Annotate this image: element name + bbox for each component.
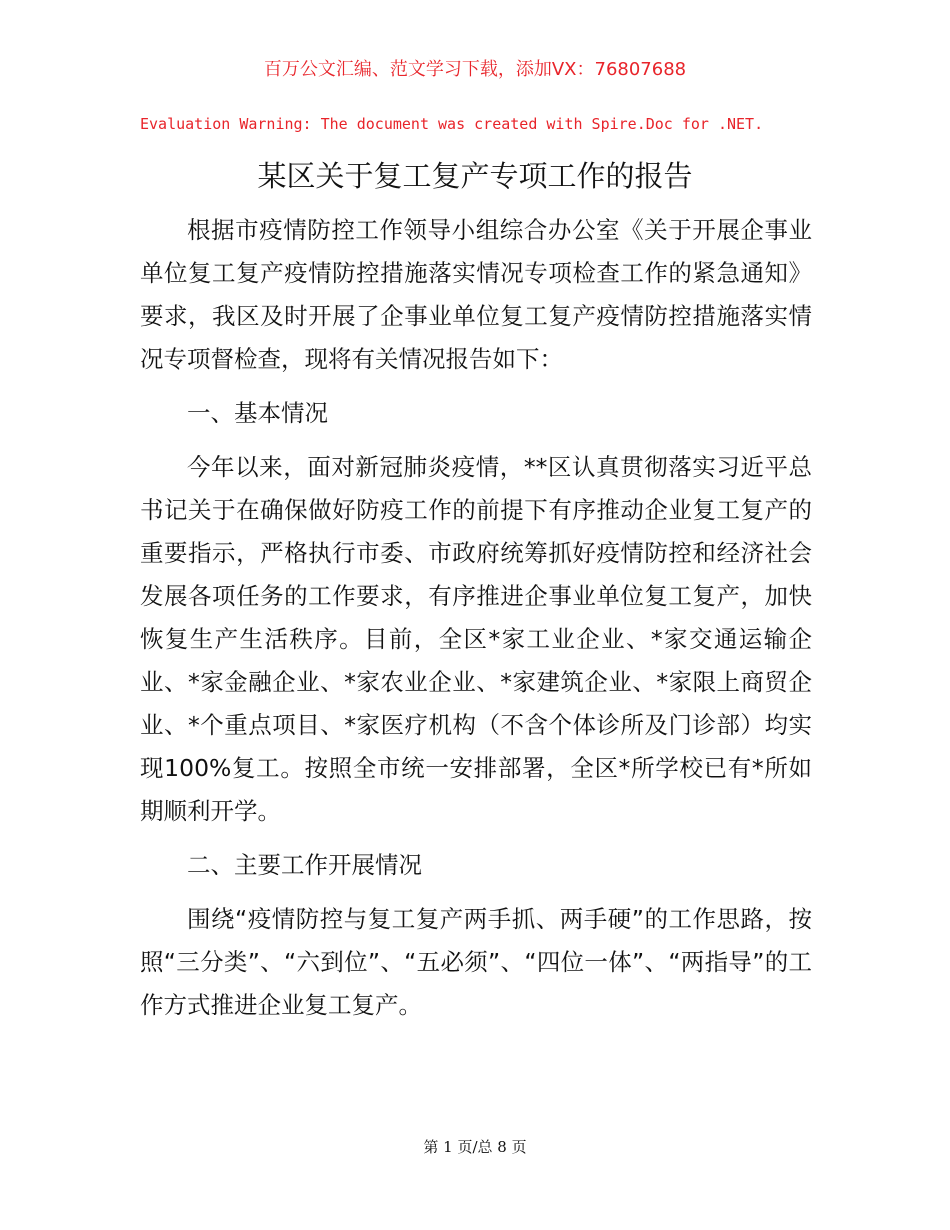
header-ad-text: 百万公文汇编、范文学习下载，添加VX：76807688 [263, 59, 687, 80]
document-title: 某区关于复工复产专项工作的报告 [257, 159, 693, 193]
document-body [140, 209, 812, 1038]
evaluation-warning: Evaluation Warning: The document was created with Spire.Doc for .NET. [140, 115, 764, 133]
section-heading-main-work: 二、主要工作开展情况 [187, 851, 422, 879]
page-number-footer: 第 1 页/总 8 页 [423, 1138, 527, 1156]
section-heading-basic: 一、基本情况 [187, 399, 328, 427]
main-work-paragraph: 围绕“疫情防控与复工复产两手抓、两手硬”的工作思路，按照“三分类”、“六到位”、“五必须”、“四位一体”、“两指导”的工作方式推进企业复工复产。 [140, 905, 812, 1019]
basic-situation-paragraph: 今年以来，面对新冠肺炎疫情，**区认真贯彻落实习近平总书记关于在确保做好防疫工作的前提下有序推动企业复工复产的重要指示，严格执行市委、市政府统筹抓好疫情防控和经济社会发展各项任务的工作要求，有序推进企事业单位复工复产，加快恢复生产生活秩序。目前，全区*家工业企业、*家交通运输企业、*家金融企业、*家农业企业、*家建筑企业、*家限上商贸企业、*个重点项目、*家医疗机构（不含个体诊所及门诊部）均实现100%复工。按照全市统一安排部署，全区*所学校已有*所如期顺利开学。 [140, 453, 812, 825]
intro-paragraph: 根据市疫情防控工作领导小组综合办公室《关于开展企事业单位复工复产疫情防控措施落实情况专项检查工作的紧急通知》要求，我区及时开展了企事业单位复工复产疫情防控措施落实情况专项督检查，现将有关情况报告如下： [140, 216, 812, 373]
